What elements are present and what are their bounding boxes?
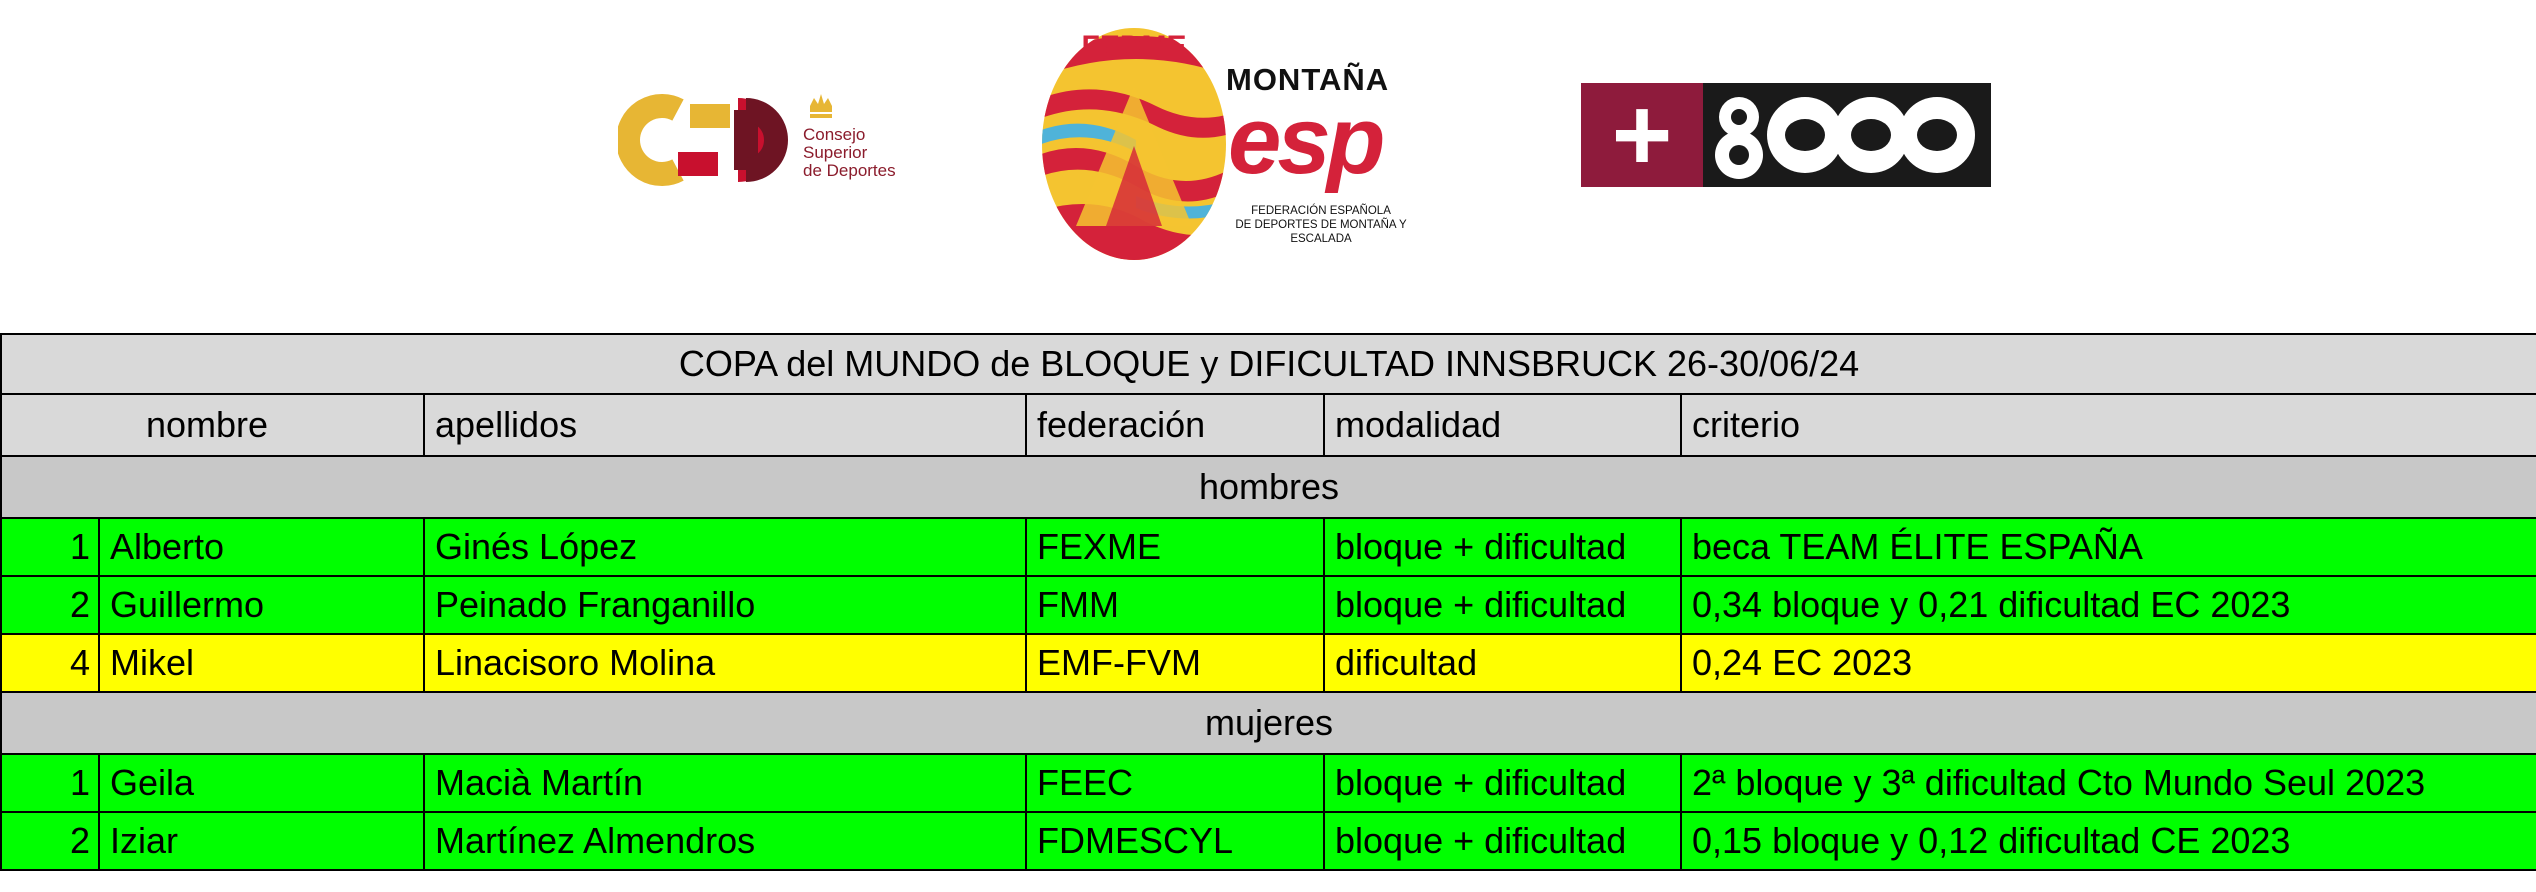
table-row <box>1 754 2536 812</box>
cell-nombre: Mikel <box>99 634 424 692</box>
fedme-emblem-icon <box>1036 16 1236 262</box>
header-criterio: criterio <box>1681 394 2536 456</box>
plus-8000-logo <box>1581 77 1991 193</box>
cell-modalidad: bloque + dificultad <box>1324 812 1681 870</box>
plus-icon: + <box>1581 83 1703 187</box>
8000-number-icon <box>1703 83 1991 187</box>
fedme-logo <box>1036 16 1416 262</box>
header-modalidad: modalidad <box>1324 394 1681 456</box>
header-federacion: federación <box>1026 394 1324 456</box>
cell-modalidad: bloque + dificultad <box>1324 754 1681 812</box>
cell-criterio: 0,34 bloque y 0,21 dificultad EC 2023 <box>1681 576 2536 634</box>
cell-nombre: Iziar <box>99 812 424 870</box>
cell-federacion: FMM <box>1026 576 1324 634</box>
table-row <box>1 518 2536 576</box>
csd-name-text: Consejo Superior de Deportes <box>803 125 896 180</box>
number-box <box>1703 83 1991 187</box>
row-number: 4 <box>1 634 99 692</box>
fedme-montana-text: MONTAÑA <box>1226 62 1390 97</box>
fedme-esp-text: esp <box>1228 87 1382 194</box>
cell-criterio: 0,24 EC 2023 <box>1681 634 2536 692</box>
fedme-subtitle: FEDERACIÓN ESPAÑOLA DE DEPORTES DE MONTAÑA Y ESCALADA <box>1235 205 1407 245</box>
csd-mark-icon <box>618 92 798 188</box>
cell-apellidos: Macià Martín <box>424 754 1026 812</box>
table-row <box>1 634 2536 692</box>
cell-apellidos: Ginés López <box>424 518 1026 576</box>
cell-modalidad: dificultad <box>1324 634 1681 692</box>
cell-nombre: Alberto <box>99 518 424 576</box>
group-row-hombres <box>1 456 2536 518</box>
cell-federacion: FEEC <box>1026 754 1324 812</box>
group-row-mujeres <box>1 692 2536 754</box>
row-number: 2 <box>1 576 99 634</box>
cell-nombre: Geila <box>99 754 424 812</box>
cell-modalidad: bloque + dificultad <box>1324 576 1681 634</box>
cell-apellidos: Linacisoro Molina <box>424 634 1026 692</box>
table-title: COPA del MUNDO de BLOQUE y DIFICULTAD INNSBRUCK 26-30/06/24 <box>1 334 2536 394</box>
row-number: 1 <box>1 754 99 812</box>
table-row <box>1 576 2536 634</box>
table-title-row <box>1 334 2536 394</box>
table-header-row <box>1 394 2536 456</box>
row-number: 1 <box>1 518 99 576</box>
table-row <box>1 812 2536 870</box>
group-label: hombres <box>1 456 2536 518</box>
fedme-arc-text: FEDME <box>1081 30 1187 63</box>
cell-federacion: FEXME <box>1026 518 1324 576</box>
cell-apellidos: Peinado Franganillo <box>424 576 1026 634</box>
header-nombre: nombre <box>1 394 424 456</box>
cell-apellidos: Martínez Almendros <box>424 812 1026 870</box>
cell-criterio: 2ª bloque y 3ª dificultad Cto Mundo Seul 2023 <box>1681 754 2536 812</box>
crown-icon <box>804 92 838 122</box>
cell-federacion: EMF-FVM <box>1026 634 1324 692</box>
roster-table <box>0 333 2536 871</box>
row-number: 2 <box>1 812 99 870</box>
cell-federacion: FDMESCYL <box>1026 812 1324 870</box>
cell-criterio: beca TEAM ÉLITE ESPAÑA <box>1681 518 2536 576</box>
cell-criterio: 0,15 bloque y 0,12 dificultad CE 2023 <box>1681 812 2536 870</box>
cell-modalidad: bloque + dificultad <box>1324 518 1681 576</box>
header-apellidos: apellidos <box>424 394 1026 456</box>
cell-nombre: Guillermo <box>99 576 424 634</box>
csd-logo <box>618 92 908 188</box>
group-label: mujeres <box>1 692 2536 754</box>
